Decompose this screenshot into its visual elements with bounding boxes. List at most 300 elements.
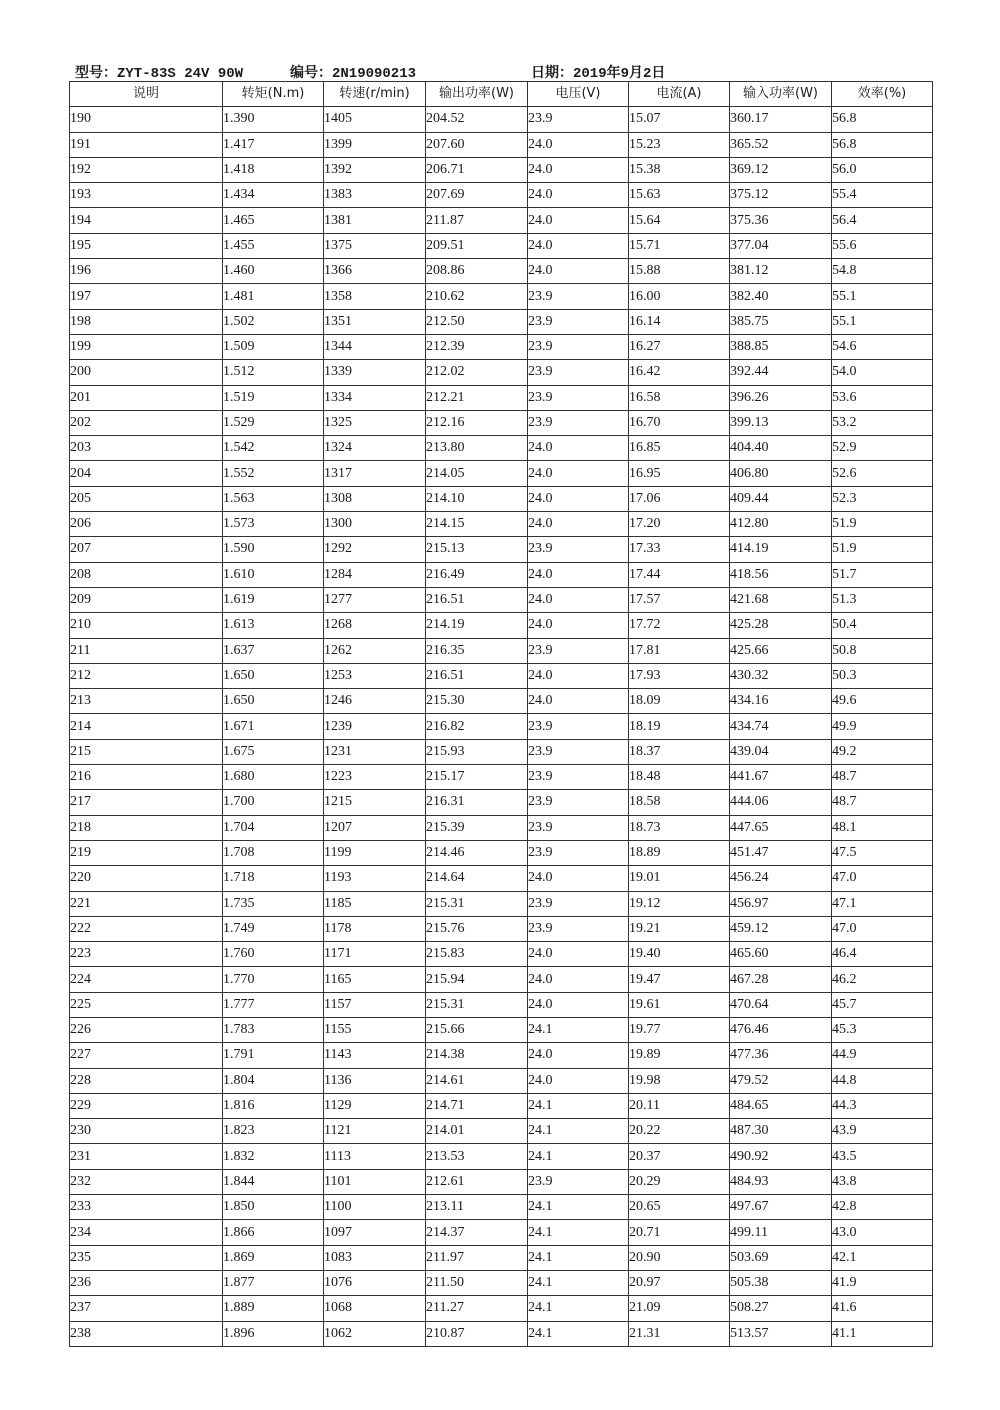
voltage-cell: 24.1 bbox=[528, 1270, 629, 1295]
torque-cell: 1.704 bbox=[223, 815, 324, 840]
output-power-cell: 211.27 bbox=[426, 1296, 528, 1321]
torque-cell: 1.509 bbox=[223, 334, 324, 359]
input-power-cell: 459.12 bbox=[730, 916, 832, 941]
torque-cell: 1.610 bbox=[223, 562, 324, 587]
description-cell: 238 bbox=[70, 1321, 223, 1346]
current-cell: 20.22 bbox=[629, 1119, 730, 1144]
voltage-cell: 23.9 bbox=[528, 360, 629, 385]
speed-cell: 1121 bbox=[324, 1119, 426, 1144]
description-cell: 230 bbox=[70, 1119, 223, 1144]
torque-cell: 1.613 bbox=[223, 613, 324, 638]
input-power-cell: 381.12 bbox=[730, 259, 832, 284]
output-power-cell: 210.87 bbox=[426, 1321, 528, 1346]
torque-cell: 1.455 bbox=[223, 233, 324, 258]
current-cell: 19.77 bbox=[629, 1017, 730, 1042]
input-power-cell: 396.26 bbox=[730, 385, 832, 410]
column-speed-header: 转速(r/min) bbox=[324, 82, 426, 107]
document-header bbox=[75, 62, 935, 82]
output-power-cell: 214.71 bbox=[426, 1093, 528, 1118]
current-cell: 21.31 bbox=[629, 1321, 730, 1346]
current-cell: 15.63 bbox=[629, 183, 730, 208]
voltage-cell: 24.0 bbox=[528, 562, 629, 587]
output-power-cell: 215.31 bbox=[426, 992, 528, 1017]
output-power-cell: 209.51 bbox=[426, 233, 528, 258]
column-torque-header: 转矩(N.m) bbox=[223, 82, 324, 107]
efficiency-cell: 41.1 bbox=[832, 1321, 933, 1346]
voltage-cell: 23.9 bbox=[528, 815, 629, 840]
output-power-cell: 216.82 bbox=[426, 714, 528, 739]
table-row bbox=[70, 1321, 933, 1346]
description-cell: 200 bbox=[70, 360, 223, 385]
input-power-cell: 388.85 bbox=[730, 334, 832, 359]
output-power-cell: 215.39 bbox=[426, 815, 528, 840]
current-cell: 15.23 bbox=[629, 132, 730, 157]
current-cell: 16.58 bbox=[629, 385, 730, 410]
table-row bbox=[70, 385, 933, 410]
input-power-cell: 412.80 bbox=[730, 512, 832, 537]
speed-cell: 1101 bbox=[324, 1169, 426, 1194]
torque-cell: 1.708 bbox=[223, 840, 324, 865]
voltage-cell: 23.9 bbox=[528, 537, 629, 562]
input-power-cell: 456.24 bbox=[730, 866, 832, 891]
voltage-cell: 24.0 bbox=[528, 233, 629, 258]
efficiency-cell: 51.9 bbox=[832, 512, 933, 537]
input-power-cell: 409.44 bbox=[730, 486, 832, 511]
efficiency-cell: 56.4 bbox=[832, 208, 933, 233]
efficiency-cell: 49.6 bbox=[832, 689, 933, 714]
torque-cell: 1.434 bbox=[223, 183, 324, 208]
efficiency-cell: 54.0 bbox=[832, 360, 933, 385]
current-cell: 19.21 bbox=[629, 916, 730, 941]
torque-cell: 1.502 bbox=[223, 309, 324, 334]
output-power-cell: 208.86 bbox=[426, 259, 528, 284]
output-power-cell: 215.30 bbox=[426, 689, 528, 714]
voltage-cell: 23.9 bbox=[528, 790, 629, 815]
voltage-cell: 23.9 bbox=[528, 410, 629, 435]
speed-cell: 1292 bbox=[324, 537, 426, 562]
input-power-cell: 456.97 bbox=[730, 891, 832, 916]
description-cell: 216 bbox=[70, 765, 223, 790]
current-cell: 16.42 bbox=[629, 360, 730, 385]
torque-cell: 1.390 bbox=[223, 107, 324, 132]
output-power-cell: 211.50 bbox=[426, 1270, 528, 1295]
output-power-cell: 212.21 bbox=[426, 385, 528, 410]
efficiency-cell: 53.2 bbox=[832, 410, 933, 435]
output-power-cell: 211.87 bbox=[426, 208, 528, 233]
voltage-cell: 24.0 bbox=[528, 1043, 629, 1068]
speed-cell: 1165 bbox=[324, 967, 426, 992]
speed-cell: 1223 bbox=[324, 765, 426, 790]
output-power-cell: 214.46 bbox=[426, 840, 528, 865]
table-row bbox=[70, 1245, 933, 1270]
current-cell: 21.09 bbox=[629, 1296, 730, 1321]
table-row bbox=[70, 1144, 933, 1169]
input-power-cell: 369.12 bbox=[730, 157, 832, 182]
voltage-cell: 24.0 bbox=[528, 663, 629, 688]
input-power-cell: 406.80 bbox=[730, 461, 832, 486]
speed-cell: 1199 bbox=[324, 840, 426, 865]
table-row bbox=[70, 942, 933, 967]
description-cell: 195 bbox=[70, 233, 223, 258]
table-row bbox=[70, 360, 933, 385]
efficiency-cell: 56.8 bbox=[832, 132, 933, 157]
voltage-cell: 24.0 bbox=[528, 967, 629, 992]
efficiency-cell: 50.8 bbox=[832, 638, 933, 663]
output-power-cell: 215.17 bbox=[426, 765, 528, 790]
speed-cell: 1231 bbox=[324, 739, 426, 764]
torque-cell: 1.823 bbox=[223, 1119, 324, 1144]
voltage-cell: 24.0 bbox=[528, 613, 629, 638]
voltage-cell: 23.9 bbox=[528, 840, 629, 865]
voltage-cell: 24.0 bbox=[528, 157, 629, 182]
output-power-cell: 214.61 bbox=[426, 1068, 528, 1093]
speed-cell: 1358 bbox=[324, 284, 426, 309]
voltage-cell: 24.0 bbox=[528, 486, 629, 511]
efficiency-cell: 51.7 bbox=[832, 562, 933, 587]
table-row bbox=[70, 739, 933, 764]
description-cell: 202 bbox=[70, 410, 223, 435]
efficiency-cell: 41.9 bbox=[832, 1270, 933, 1295]
torque-cell: 1.844 bbox=[223, 1169, 324, 1194]
voltage-cell: 24.0 bbox=[528, 992, 629, 1017]
current-cell: 18.48 bbox=[629, 765, 730, 790]
table-row bbox=[70, 1093, 933, 1118]
voltage-cell: 24.1 bbox=[528, 1195, 629, 1220]
speed-cell: 1062 bbox=[324, 1321, 426, 1346]
torque-cell: 1.590 bbox=[223, 537, 324, 562]
output-power-cell: 216.51 bbox=[426, 587, 528, 612]
efficiency-cell: 43.0 bbox=[832, 1220, 933, 1245]
description-cell: 218 bbox=[70, 815, 223, 840]
table-row bbox=[70, 638, 933, 663]
efficiency-cell: 42.1 bbox=[832, 1245, 933, 1270]
table-row bbox=[70, 157, 933, 182]
input-power-cell: 451.47 bbox=[730, 840, 832, 865]
efficiency-cell: 56.8 bbox=[832, 107, 933, 132]
voltage-cell: 23.9 bbox=[528, 284, 629, 309]
description-cell: 225 bbox=[70, 992, 223, 1017]
table-row bbox=[70, 461, 933, 486]
output-power-cell: 214.15 bbox=[426, 512, 528, 537]
torque-cell: 1.552 bbox=[223, 461, 324, 486]
input-power-cell: 360.17 bbox=[730, 107, 832, 132]
input-power-cell: 434.16 bbox=[730, 689, 832, 714]
output-power-cell: 215.76 bbox=[426, 916, 528, 941]
torque-cell: 1.850 bbox=[223, 1195, 324, 1220]
efficiency-cell: 43.9 bbox=[832, 1119, 933, 1144]
table-row bbox=[70, 1270, 933, 1295]
table-row bbox=[70, 1068, 933, 1093]
voltage-cell: 23.9 bbox=[528, 309, 629, 334]
input-power-cell: 425.66 bbox=[730, 638, 832, 663]
efficiency-cell: 54.8 bbox=[832, 259, 933, 284]
table-row bbox=[70, 410, 933, 435]
torque-cell: 1.735 bbox=[223, 891, 324, 916]
table-row bbox=[70, 334, 933, 359]
table-row bbox=[70, 1017, 933, 1042]
torque-cell: 1.460 bbox=[223, 259, 324, 284]
voltage-cell: 24.1 bbox=[528, 1220, 629, 1245]
current-cell: 18.19 bbox=[629, 714, 730, 739]
torque-cell: 1.481 bbox=[223, 284, 324, 309]
output-power-cell: 216.49 bbox=[426, 562, 528, 587]
table-row bbox=[70, 613, 933, 638]
input-power-cell: 499.11 bbox=[730, 1220, 832, 1245]
efficiency-cell: 43.5 bbox=[832, 1144, 933, 1169]
speed-cell: 1178 bbox=[324, 916, 426, 941]
voltage-cell: 24.0 bbox=[528, 942, 629, 967]
description-cell: 203 bbox=[70, 436, 223, 461]
efficiency-cell: 54.6 bbox=[832, 334, 933, 359]
speed-cell: 1268 bbox=[324, 613, 426, 638]
date-label: 日期：2019年9月2日 bbox=[531, 66, 666, 82]
current-cell: 16.70 bbox=[629, 410, 730, 435]
voltage-cell: 24.0 bbox=[528, 259, 629, 284]
torque-cell: 1.573 bbox=[223, 512, 324, 537]
table-row bbox=[70, 132, 933, 157]
output-power-cell: 214.38 bbox=[426, 1043, 528, 1068]
description-cell: 192 bbox=[70, 157, 223, 182]
current-cell: 17.20 bbox=[629, 512, 730, 537]
voltage-cell: 24.0 bbox=[528, 587, 629, 612]
table-row bbox=[70, 1296, 933, 1321]
description-cell: 199 bbox=[70, 334, 223, 359]
current-cell: 15.07 bbox=[629, 107, 730, 132]
current-cell: 20.90 bbox=[629, 1245, 730, 1270]
current-cell: 16.85 bbox=[629, 436, 730, 461]
speed-cell: 1185 bbox=[324, 891, 426, 916]
torque-cell: 1.418 bbox=[223, 157, 324, 182]
speed-cell: 1300 bbox=[324, 512, 426, 537]
speed-cell: 1325 bbox=[324, 410, 426, 435]
efficiency-cell: 52.3 bbox=[832, 486, 933, 511]
efficiency-cell: 55.1 bbox=[832, 309, 933, 334]
table-row bbox=[70, 436, 933, 461]
input-power-cell: 404.40 bbox=[730, 436, 832, 461]
speed-cell: 1253 bbox=[324, 663, 426, 688]
output-power-cell: 214.10 bbox=[426, 486, 528, 511]
input-power-cell: 377.04 bbox=[730, 233, 832, 258]
speed-cell: 1076 bbox=[324, 1270, 426, 1295]
speed-cell: 1083 bbox=[324, 1245, 426, 1270]
efficiency-cell: 55.6 bbox=[832, 233, 933, 258]
description-cell: 198 bbox=[70, 309, 223, 334]
input-power-cell: 476.46 bbox=[730, 1017, 832, 1042]
current-cell: 18.37 bbox=[629, 739, 730, 764]
voltage-cell: 23.9 bbox=[528, 765, 629, 790]
voltage-cell: 24.0 bbox=[528, 208, 629, 233]
input-power-cell: 444.06 bbox=[730, 790, 832, 815]
current-cell: 18.73 bbox=[629, 815, 730, 840]
output-power-cell: 212.50 bbox=[426, 309, 528, 334]
current-cell: 18.09 bbox=[629, 689, 730, 714]
voltage-cell: 24.1 bbox=[528, 1093, 629, 1118]
table-row bbox=[70, 486, 933, 511]
efficiency-cell: 44.3 bbox=[832, 1093, 933, 1118]
torque-cell: 1.512 bbox=[223, 360, 324, 385]
input-power-cell: 365.52 bbox=[730, 132, 832, 157]
description-cell: 235 bbox=[70, 1245, 223, 1270]
table-row bbox=[70, 284, 933, 309]
speed-cell: 1344 bbox=[324, 334, 426, 359]
current-cell: 15.64 bbox=[629, 208, 730, 233]
voltage-cell: 23.9 bbox=[528, 891, 629, 916]
efficiency-cell: 47.5 bbox=[832, 840, 933, 865]
torque-cell: 1.465 bbox=[223, 208, 324, 233]
input-power-cell: 465.60 bbox=[730, 942, 832, 967]
table-row bbox=[70, 714, 933, 739]
description-cell: 219 bbox=[70, 840, 223, 865]
torque-cell: 1.777 bbox=[223, 992, 324, 1017]
speed-cell: 1100 bbox=[324, 1195, 426, 1220]
voltage-cell: 23.9 bbox=[528, 739, 629, 764]
table-row bbox=[70, 891, 933, 916]
voltage-cell: 24.1 bbox=[528, 1296, 629, 1321]
speed-cell: 1143 bbox=[324, 1043, 426, 1068]
input-power-cell: 414.19 bbox=[730, 537, 832, 562]
efficiency-cell: 47.1 bbox=[832, 891, 933, 916]
description-cell: 224 bbox=[70, 967, 223, 992]
efficiency-cell: 44.9 bbox=[832, 1043, 933, 1068]
output-power-cell: 214.05 bbox=[426, 461, 528, 486]
input-power-cell: 484.93 bbox=[730, 1169, 832, 1194]
description-cell: 205 bbox=[70, 486, 223, 511]
current-cell: 17.72 bbox=[629, 613, 730, 638]
torque-cell: 1.542 bbox=[223, 436, 324, 461]
efficiency-cell: 52.9 bbox=[832, 436, 933, 461]
table-row bbox=[70, 967, 933, 992]
input-power-cell: 467.28 bbox=[730, 967, 832, 992]
output-power-cell: 213.53 bbox=[426, 1144, 528, 1169]
description-cell: 209 bbox=[70, 587, 223, 612]
table-row bbox=[70, 1195, 933, 1220]
output-power-cell: 215.93 bbox=[426, 739, 528, 764]
voltage-cell: 24.0 bbox=[528, 689, 629, 714]
efficiency-cell: 51.3 bbox=[832, 587, 933, 612]
current-cell: 19.12 bbox=[629, 891, 730, 916]
input-power-cell: 434.74 bbox=[730, 714, 832, 739]
efficiency-cell: 44.8 bbox=[832, 1068, 933, 1093]
current-cell: 17.33 bbox=[629, 537, 730, 562]
input-power-cell: 503.69 bbox=[730, 1245, 832, 1270]
output-power-cell: 204.52 bbox=[426, 107, 528, 132]
column-current-header: 电流(A) bbox=[629, 82, 730, 107]
table-row bbox=[70, 233, 933, 258]
current-cell: 17.93 bbox=[629, 663, 730, 688]
description-cell: 210 bbox=[70, 613, 223, 638]
description-cell: 190 bbox=[70, 107, 223, 132]
torque-cell: 1.718 bbox=[223, 866, 324, 891]
speed-cell: 1246 bbox=[324, 689, 426, 714]
serial-number-label: 编号：2N19090213 bbox=[290, 66, 417, 82]
description-cell: 233 bbox=[70, 1195, 223, 1220]
speed-cell: 1351 bbox=[324, 309, 426, 334]
description-cell: 217 bbox=[70, 790, 223, 815]
output-power-cell: 214.37 bbox=[426, 1220, 528, 1245]
description-cell: 207 bbox=[70, 537, 223, 562]
output-power-cell: 215.83 bbox=[426, 942, 528, 967]
torque-cell: 1.563 bbox=[223, 486, 324, 511]
column-description-header: 说明 bbox=[70, 82, 223, 107]
table-row bbox=[70, 562, 933, 587]
speed-cell: 1129 bbox=[324, 1093, 426, 1118]
current-cell: 20.71 bbox=[629, 1220, 730, 1245]
speed-cell: 1383 bbox=[324, 183, 426, 208]
description-cell: 206 bbox=[70, 512, 223, 537]
torque-cell: 1.791 bbox=[223, 1043, 324, 1068]
description-cell: 221 bbox=[70, 891, 223, 916]
current-cell: 20.37 bbox=[629, 1144, 730, 1169]
input-power-cell: 513.57 bbox=[730, 1321, 832, 1346]
output-power-cell: 214.64 bbox=[426, 866, 528, 891]
torque-cell: 1.650 bbox=[223, 663, 324, 688]
efficiency-cell: 46.2 bbox=[832, 967, 933, 992]
input-power-cell: 441.67 bbox=[730, 765, 832, 790]
speed-cell: 1405 bbox=[324, 107, 426, 132]
output-power-cell: 215.31 bbox=[426, 891, 528, 916]
voltage-cell: 23.9 bbox=[528, 385, 629, 410]
input-power-cell: 421.68 bbox=[730, 587, 832, 612]
description-cell: 204 bbox=[70, 461, 223, 486]
description-cell: 226 bbox=[70, 1017, 223, 1042]
current-cell: 18.89 bbox=[629, 840, 730, 865]
current-cell: 16.27 bbox=[629, 334, 730, 359]
description-cell: 232 bbox=[70, 1169, 223, 1194]
table-row bbox=[70, 512, 933, 537]
speed-cell: 1097 bbox=[324, 1220, 426, 1245]
table-row bbox=[70, 916, 933, 941]
description-cell: 214 bbox=[70, 714, 223, 739]
current-cell: 15.38 bbox=[629, 157, 730, 182]
description-cell: 194 bbox=[70, 208, 223, 233]
output-power-cell: 212.39 bbox=[426, 334, 528, 359]
current-cell: 16.95 bbox=[629, 461, 730, 486]
speed-cell: 1068 bbox=[324, 1296, 426, 1321]
speed-cell: 1215 bbox=[324, 790, 426, 815]
motor-test-table bbox=[69, 81, 933, 1347]
current-cell: 20.65 bbox=[629, 1195, 730, 1220]
input-power-cell: 505.38 bbox=[730, 1270, 832, 1295]
description-cell: 201 bbox=[70, 385, 223, 410]
table-row bbox=[70, 840, 933, 865]
input-power-cell: 447.65 bbox=[730, 815, 832, 840]
torque-cell: 1.650 bbox=[223, 689, 324, 714]
output-power-cell: 216.31 bbox=[426, 790, 528, 815]
table-row bbox=[70, 537, 933, 562]
output-power-cell: 214.01 bbox=[426, 1119, 528, 1144]
input-power-cell: 439.04 bbox=[730, 739, 832, 764]
speed-cell: 1207 bbox=[324, 815, 426, 840]
current-cell: 20.29 bbox=[629, 1169, 730, 1194]
efficiency-cell: 48.1 bbox=[832, 815, 933, 840]
input-power-cell: 497.67 bbox=[730, 1195, 832, 1220]
column-output-power-header: 输出功率(W) bbox=[426, 82, 528, 107]
description-cell: 227 bbox=[70, 1043, 223, 1068]
current-cell: 19.89 bbox=[629, 1043, 730, 1068]
description-cell: 191 bbox=[70, 132, 223, 157]
efficiency-cell: 56.0 bbox=[832, 157, 933, 182]
current-cell: 19.98 bbox=[629, 1068, 730, 1093]
output-power-cell: 215.66 bbox=[426, 1017, 528, 1042]
input-power-cell: 477.36 bbox=[730, 1043, 832, 1068]
input-power-cell: 487.30 bbox=[730, 1119, 832, 1144]
speed-cell: 1262 bbox=[324, 638, 426, 663]
current-cell: 16.14 bbox=[629, 309, 730, 334]
table-row bbox=[70, 107, 933, 132]
current-cell: 18.58 bbox=[629, 790, 730, 815]
input-power-cell: 490.92 bbox=[730, 1144, 832, 1169]
torque-cell: 1.783 bbox=[223, 1017, 324, 1042]
